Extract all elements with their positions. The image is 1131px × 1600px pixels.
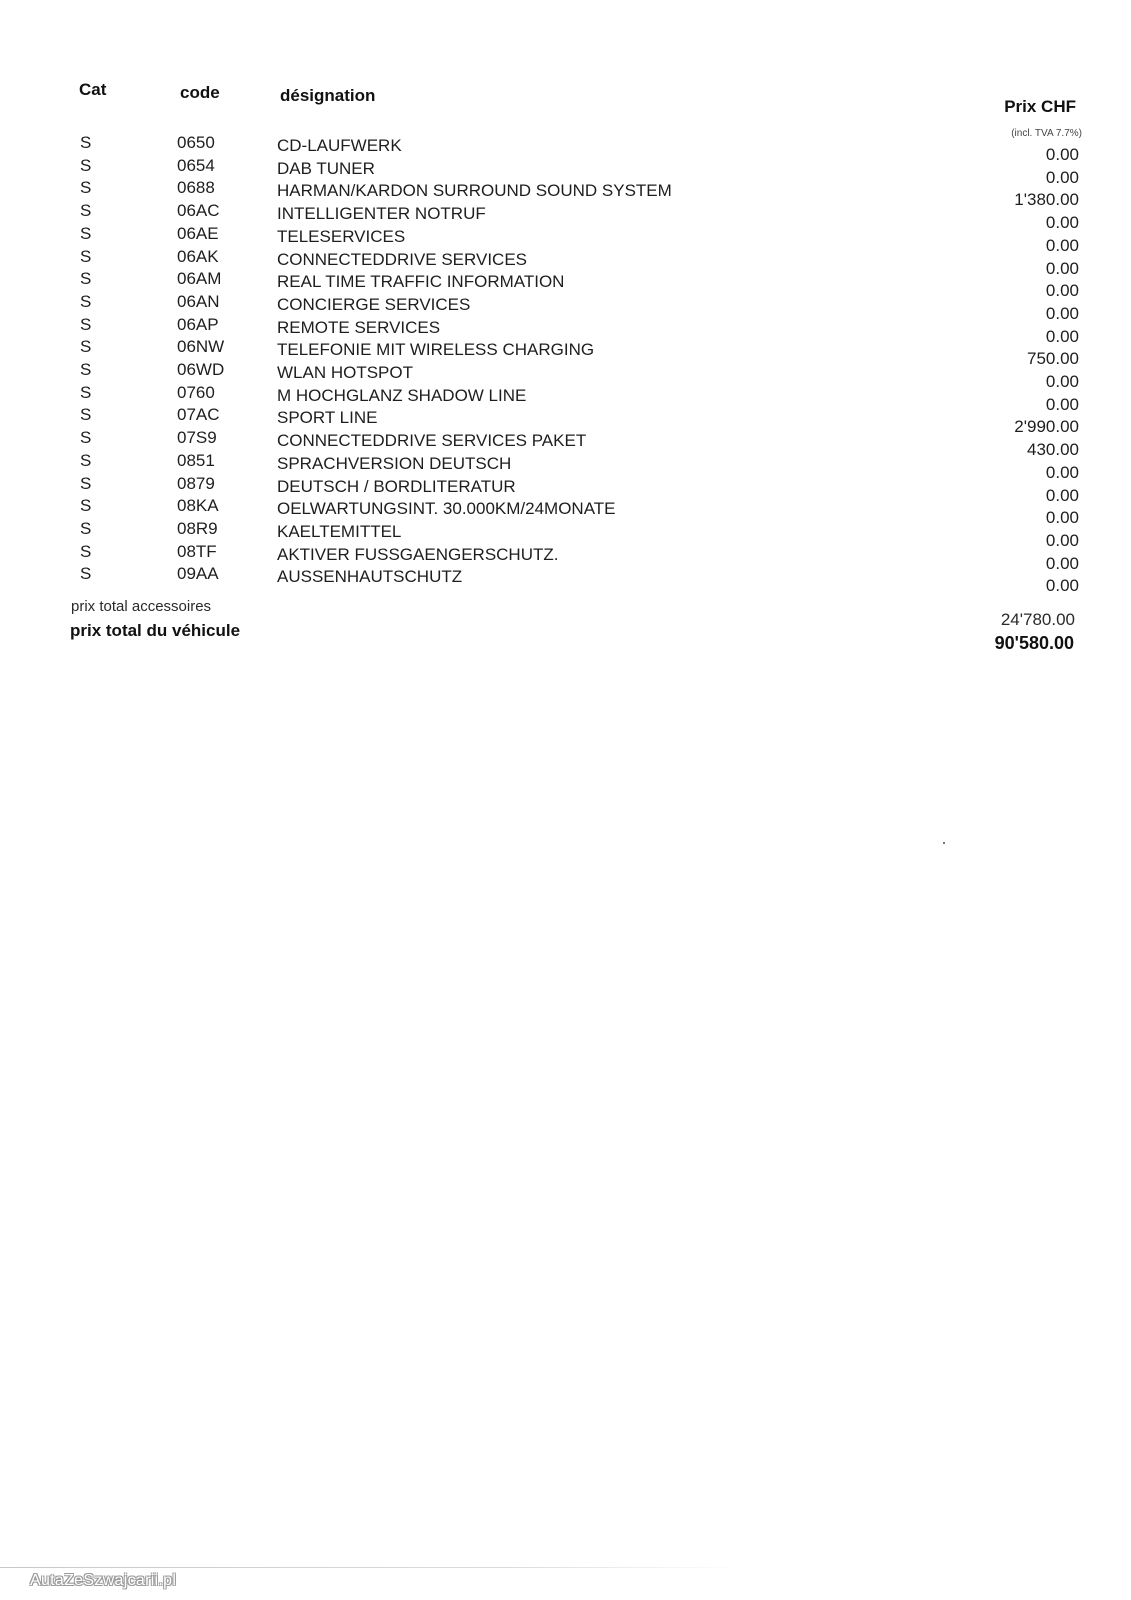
row-cat: S (80, 178, 92, 198)
row-price: 0.00 (1045, 485, 1079, 505)
table-row (0, 178, 1131, 210)
row-designation: TELESERVICES (277, 226, 406, 246)
row-price: 0.00 (1045, 576, 1079, 596)
row-code: 06AM (177, 269, 222, 289)
header-designation: désignation (280, 86, 376, 105)
row-price: 0.00 (1045, 530, 1079, 550)
table-row (0, 291, 1131, 323)
row-cat: S (80, 428, 92, 448)
row-price: 0.00 (1045, 394, 1079, 414)
row-code: 08R9 (177, 518, 218, 538)
row-code: 0650 (177, 133, 215, 152)
row-code: 08TF (177, 541, 217, 561)
row-designation: REMOTE SERVICES (277, 317, 441, 337)
row-designation: AKTIVER FUSSGAENGERSCHUTZ. (277, 544, 559, 564)
row-code: 06AP (177, 314, 219, 334)
row-designation: HARMAN/KARDON SURROUND SOUND SYSTEM (277, 181, 672, 201)
row-price: 430.00 (1027, 440, 1079, 460)
row-designation: DEUTSCH / BORDLITERATUR (277, 476, 516, 496)
row-code: 0851 (177, 450, 215, 470)
row-designation: INTELLIGENTER NOTRUF (277, 204, 486, 224)
row-designation: M HOCHGLANZ SHADOW LINE (277, 385, 527, 405)
table-row (0, 473, 1131, 505)
row-designation: TELEFONIE MIT WIRELESS CHARGING (277, 340, 595, 360)
row-designation: WLAN HOTSPOT (277, 363, 414, 382)
footer-divider (0, 1567, 740, 1568)
row-designation: SPRACHVERSION DEUTSCH (277, 453, 512, 473)
table-row (0, 246, 1131, 278)
row-price: 0.00 (1045, 281, 1079, 301)
row-price: 0.00 (1045, 553, 1079, 573)
row-price: 0.00 (1045, 372, 1079, 391)
row-price: 0.00 (1045, 145, 1079, 164)
row-cat: S (80, 155, 92, 175)
row-designation: CONNECTEDDRIVE SERVICES (277, 249, 528, 269)
table-row (0, 155, 1131, 187)
table-row (0, 382, 1131, 414)
table-row (0, 314, 1131, 346)
row-code: 06AE (177, 223, 219, 243)
total-accessories-label: prix total accessoires (71, 598, 212, 615)
row-price: 0.00 (1045, 508, 1079, 528)
table-row (0, 133, 1131, 164)
row-code: 06WD (177, 360, 225, 379)
row-code: 0760 (177, 382, 215, 402)
table-row (0, 405, 1131, 437)
total-vehicle-value: 90'580.00 (994, 633, 1074, 653)
table-row (0, 541, 1131, 573)
row-price: 2'990.00 (1014, 417, 1079, 437)
row-code: 0688 (177, 178, 215, 198)
row-designation: SPORT LINE (277, 408, 378, 428)
row-cat: S (80, 337, 92, 357)
row-cat: S (80, 246, 92, 266)
header-price: Prix CHF (1004, 97, 1076, 116)
row-price: 0.00 (1045, 213, 1079, 233)
table-row (0, 360, 1131, 391)
row-code: 07S9 (177, 428, 217, 448)
header-code: code (180, 83, 220, 102)
row-cat: S (80, 223, 92, 243)
row-code: 08KA (177, 496, 219, 516)
row-cat: S (80, 496, 92, 516)
row-designation: DAB TUNER (277, 158, 375, 178)
price-tax-note: (incl. TVA 7.7%) (1011, 128, 1082, 139)
row-designation: CD-LAUFWERK (277, 136, 402, 155)
row-cat: S (80, 291, 92, 311)
row-designation: CONCIERGE SERVICES (277, 294, 471, 314)
row-designation: REAL TIME TRAFFIC INFORMATION (277, 272, 565, 292)
row-code: 06AK (177, 246, 219, 266)
table-row (0, 337, 1131, 369)
row-cat: S (80, 360, 92, 379)
table-row (0, 564, 1131, 596)
row-price: 0.00 (1045, 462, 1079, 482)
row-cat: S (80, 518, 92, 538)
row-cat: S (80, 564, 92, 584)
row-cat: S (80, 201, 92, 221)
row-code: 0879 (177, 473, 215, 493)
table-row (0, 223, 1131, 255)
row-code: 09AA (177, 564, 219, 584)
row-cat: S (80, 473, 92, 493)
scan-speck (943, 842, 945, 844)
row-cat: S (80, 405, 92, 425)
header-cat: Cat (79, 80, 107, 99)
row-designation: KAELTEMITTEL (277, 521, 402, 541)
row-cat: S (80, 541, 92, 561)
row-code: 0654 (177, 155, 215, 175)
row-price: 0.00 (1045, 326, 1079, 346)
row-cat: S (80, 382, 92, 402)
total-vehicle-label: prix total du véhicule (70, 621, 241, 640)
row-designation: CONNECTEDDRIVE SERVICES PAKET (277, 431, 587, 451)
watermark: AutaZeSzwajcarii.pl (30, 1572, 177, 1589)
row-code: 06AN (177, 291, 220, 311)
row-price: 0.00 (1045, 258, 1079, 278)
row-designation: AUSSENHAUTSCHUTZ (277, 567, 463, 587)
row-cat: S (80, 269, 92, 289)
row-price: 0.00 (1045, 235, 1079, 255)
row-cat: S (80, 314, 92, 334)
row-code: 06NW (177, 337, 225, 357)
table-row (0, 518, 1131, 550)
row-cat: S (80, 450, 92, 470)
row-price: 0.00 (1045, 167, 1079, 187)
row-price: 0.00 (1045, 303, 1079, 323)
row-designation: OELWARTUNGSINT. 30.000KM/24MONATE (277, 499, 616, 519)
row-cat: S (80, 133, 92, 152)
total-accessories-value: 24'780.00 (1000, 610, 1075, 629)
options-table (0, 0, 1131, 700)
row-code: 06AC (177, 201, 220, 221)
row-code: 07AC (177, 405, 220, 425)
row-price: 1'380.00 (1014, 190, 1079, 210)
row-price: 750.00 (1027, 349, 1079, 369)
